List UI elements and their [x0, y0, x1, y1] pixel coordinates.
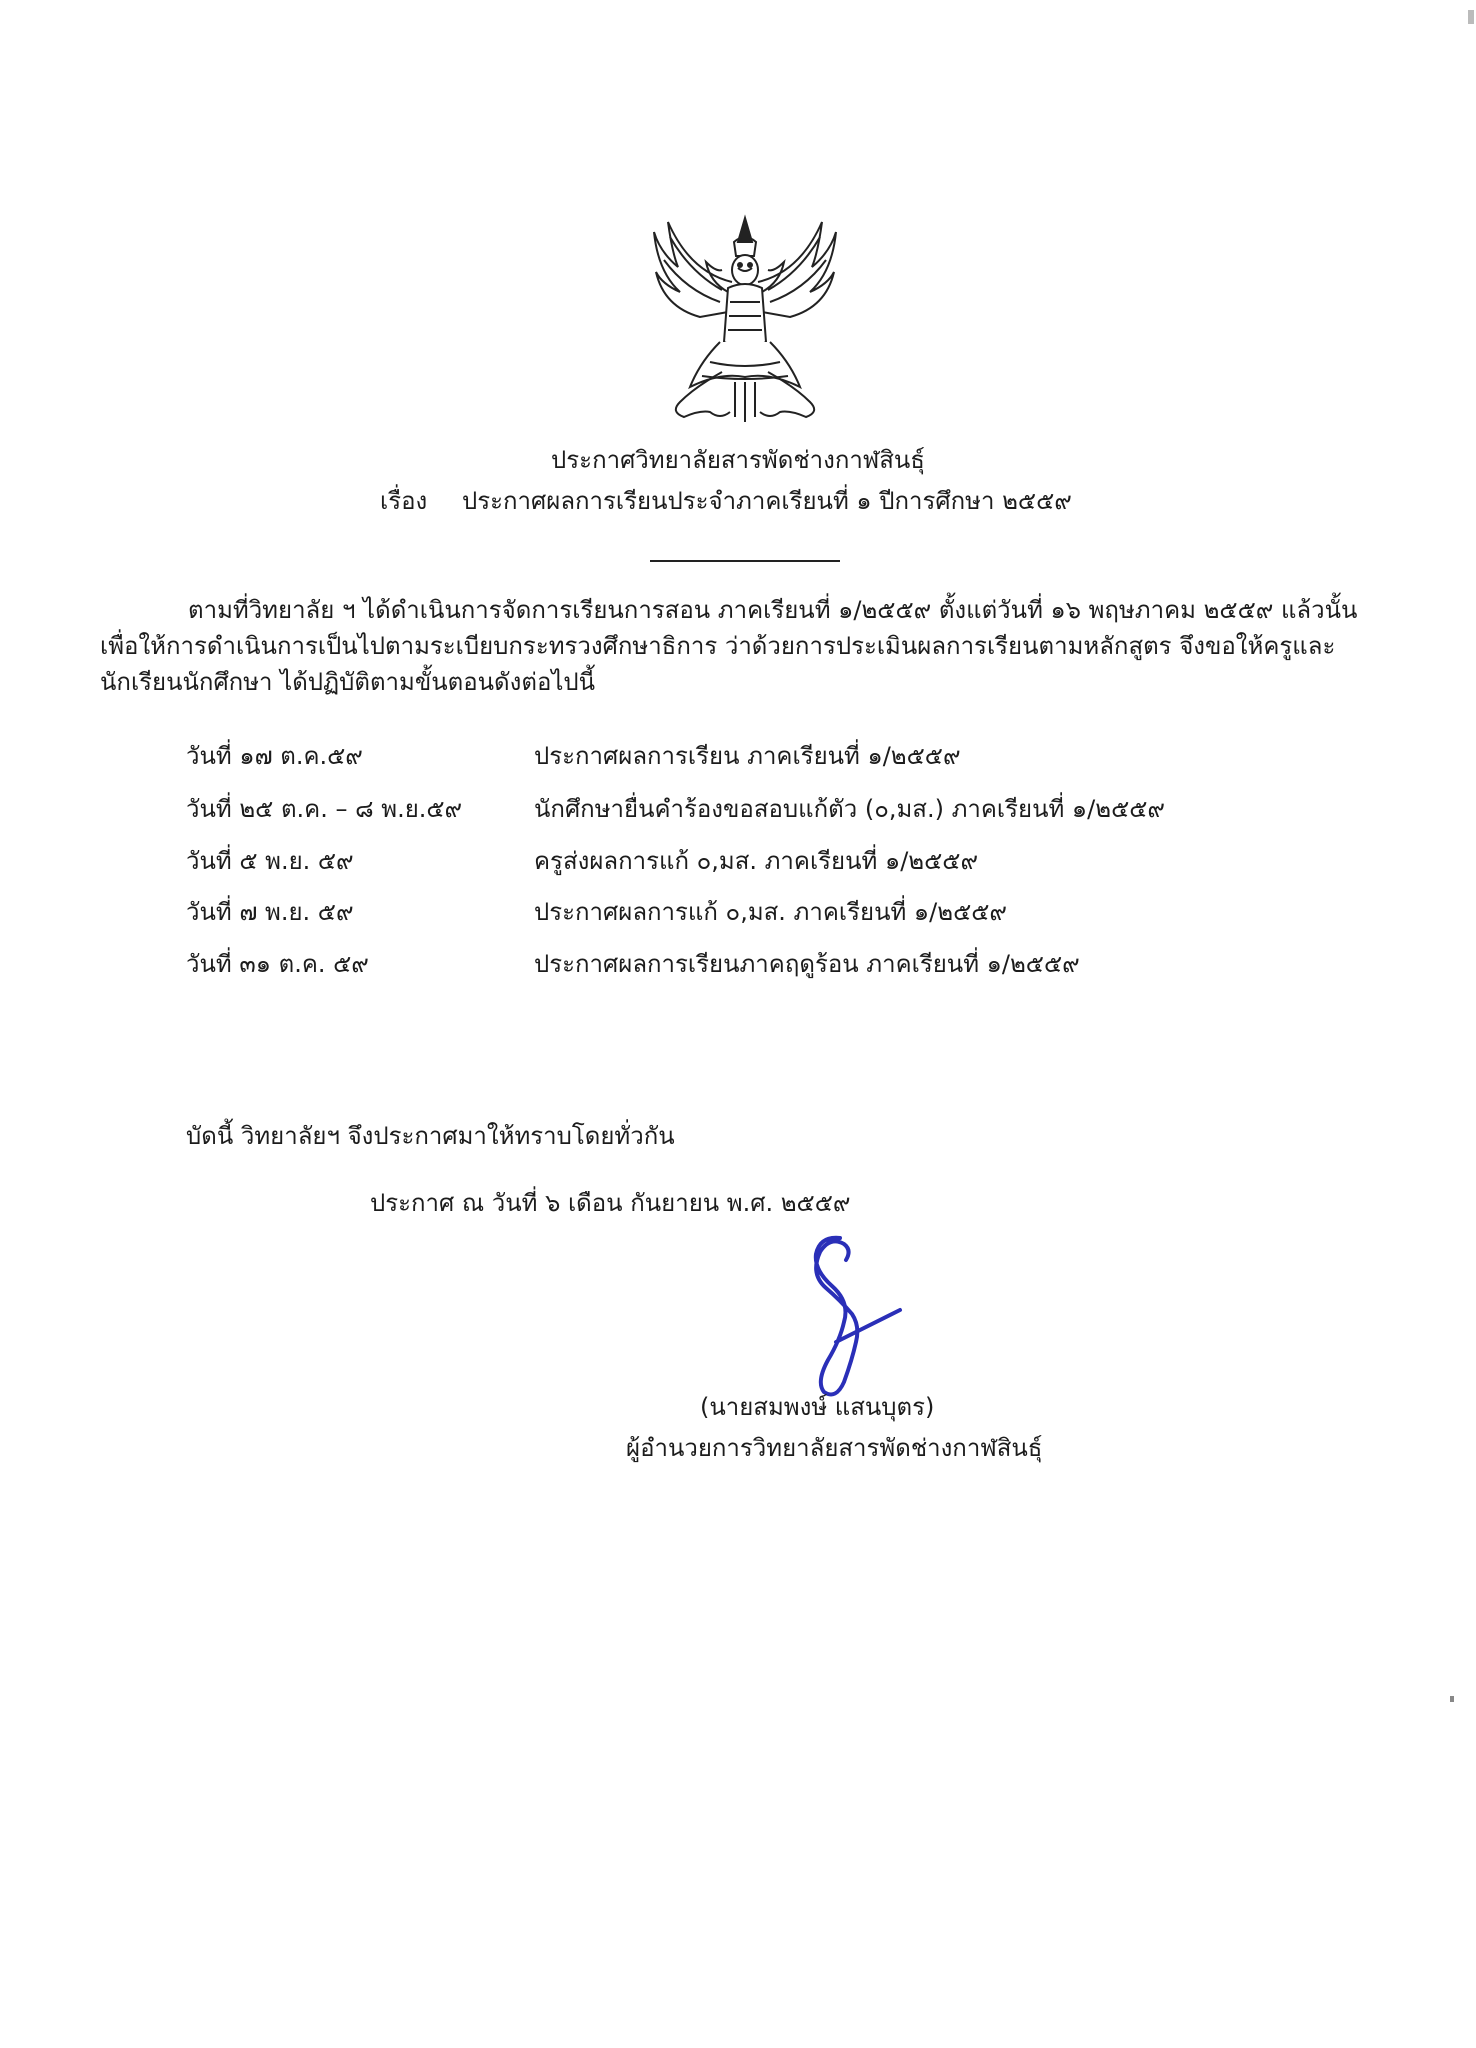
- garuda-emblem-icon: [650, 212, 840, 427]
- schedule-date: วันที่ ๓๑ ต.ค. ๕๙: [186, 950, 369, 978]
- announcement-date: ประกาศ ณ วันที่ ๖ เดือน กันยายน พ.ศ. ๒๕๕๙: [370, 1189, 851, 1217]
- schedule-description: นักศึกษายื่นคำร้องขอสอบแก้ตัว (๐,มส.) ภาคเรียนที่ ๑/๒๕๕๙: [534, 795, 1165, 823]
- signatory-position: ผู้อำนวยการวิทยาลัยสารพัดช่างกาฬสินธุ์: [626, 1434, 1043, 1462]
- closing-statement: บัดนี้ วิทยาลัยฯ จึงประกาศมาให้ทราบโดยทั่วกัน: [186, 1122, 675, 1150]
- signatory-name: (นายสมพงษ์ แสนบุตร): [700, 1393, 935, 1421]
- intro-paragraph: [100, 592, 1362, 700]
- handwritten-signature: [780, 1230, 910, 1400]
- intro-text: ตามที่วิทยาลัย ฯ ได้ดำเนินการจัดการเรียนการสอน ภาคเรียนที่ ๑/๒๕๕๙ ตั้งแต่วันที่ ๑๖ พฤษภาคม ๒๕๕๙ แล้วนั้น เพื่อให้การดำเนินการเป็นไปตามระเบียบกระทรวงศึกษาธิการ ว่าด้วยการประเมินผลการเรียนตามหลักสูตร จึงขอให้ครูและนักเรียนนักศึกษา ได้ปฏิบัติตามขั้นตอนดังต่อไปนี้: [100, 596, 1358, 696]
- schedule-description: ประกาศผลการเรียน ภาคเรียนที่ ๑/๒๕๕๙: [534, 742, 961, 770]
- scan-speck: [1450, 1696, 1454, 1702]
- schedule-description: ครูส่งผลการแก้ ๐,มส. ภาคเรียนที่ ๑/๒๕๕๙: [534, 847, 979, 875]
- schedule-date: วันที่ ๕ พ.ย. ๕๙: [186, 847, 354, 875]
- institution-title: ประกาศวิทยาลัยสารพัดช่างกาฬสินธุ์: [551, 446, 925, 474]
- header-divider: [650, 560, 840, 562]
- subject-text: ประกาศผลการเรียนประจำภาคเรียนที่ ๑ ปีการศึกษา ๒๕๕๙: [462, 487, 1072, 515]
- schedule-date: วันที่ ๗ พ.ย. ๕๙: [186, 898, 354, 926]
- schedule-date: วันที่ ๒๕ ต.ค. – ๘ พ.ย.๕๙: [186, 795, 463, 823]
- schedule-description: ประกาศผลการแก้ ๐,มส. ภาคเรียนที่ ๑/๒๕๕๙: [534, 898, 1007, 926]
- scan-speck: [1468, 10, 1474, 24]
- schedule-description: ประกาศผลการเรียนภาคฤดูร้อน ภาคเรียนที่ ๑/๒๕๕๙: [534, 950, 1080, 978]
- schedule-date: วันที่ ๑๗ ต.ค.๕๙: [186, 742, 363, 770]
- subject-label: เรื่อง: [380, 487, 428, 515]
